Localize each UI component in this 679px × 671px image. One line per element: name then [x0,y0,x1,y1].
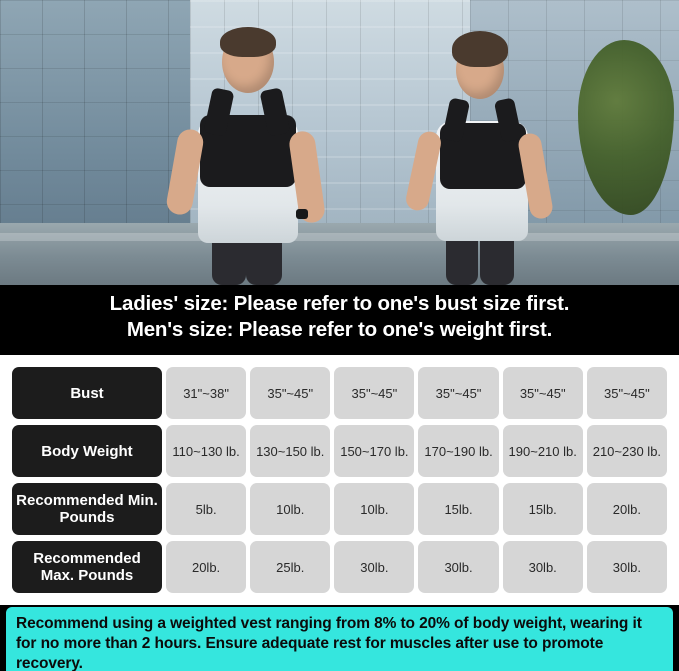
male-wristwatch [296,209,308,219]
cell-bust-5: 35"~45" [503,367,583,419]
row-header-body-weight: Body Weight [12,425,162,477]
recommendation-note: Recommend using a weighted vest ranging from 8% to 20% of body weight, wearing it for no more than 2 hours. Ensure adequate rest for muscles after use to promote recovery. [6,607,673,671]
size-chart-table [8,361,671,599]
cell-max-4: 30lb. [418,541,498,593]
row-header-min-pounds: Recommended Min. Pounds [12,483,162,535]
row-header-bust: Bust [12,367,162,419]
hero-photo [0,0,679,285]
cell-weight-3: 150~170 lb. [334,425,414,477]
headline-ladies: Ladies' size: Please refer to one's bust size first. [109,292,570,315]
cell-bust-4: 35"~45" [418,367,498,419]
cell-max-6: 30lb. [587,541,667,593]
headline-band [0,285,679,355]
cell-min-2: 10lb. [250,483,330,535]
row-header-max-pounds: Recommended Max. Pounds [12,541,162,593]
cell-min-6: 20lb. [587,483,667,535]
male-hair [220,27,276,57]
table-row [12,541,667,593]
cell-min-5: 15lb. [503,483,583,535]
cell-min-3: 10lb. [334,483,414,535]
cell-max-3: 30lb. [334,541,414,593]
table-row [12,367,667,419]
cell-bust-3: 35"~45" [334,367,414,419]
cell-max-2: 25lb. [250,541,330,593]
female-hair [452,31,508,67]
cell-weight-2: 130~150 lb. [250,425,330,477]
cell-max-1: 20lb. [166,541,246,593]
cell-max-5: 30lb. [503,541,583,593]
cell-min-1: 5lb. [166,483,246,535]
headline-men: Men's size: Please refer to one's weight first. [126,318,553,342]
cell-weight-5: 190~210 lb. [503,425,583,477]
male-runner [150,0,345,285]
table-row [12,483,667,535]
size-chart [0,355,679,605]
table-row [12,425,667,477]
cell-weight-4: 170~190 lb. [418,425,498,477]
cell-weight-1: 110~130 lb. [166,425,246,477]
cell-min-4: 15lb. [418,483,498,535]
cell-weight-6: 210~230 lb. [587,425,667,477]
cell-bust-2: 35"~45" [250,367,330,419]
cell-bust-1: 31"~38" [166,367,246,419]
cell-bust-6: 35"~45" [587,367,667,419]
female-runner [392,0,572,285]
